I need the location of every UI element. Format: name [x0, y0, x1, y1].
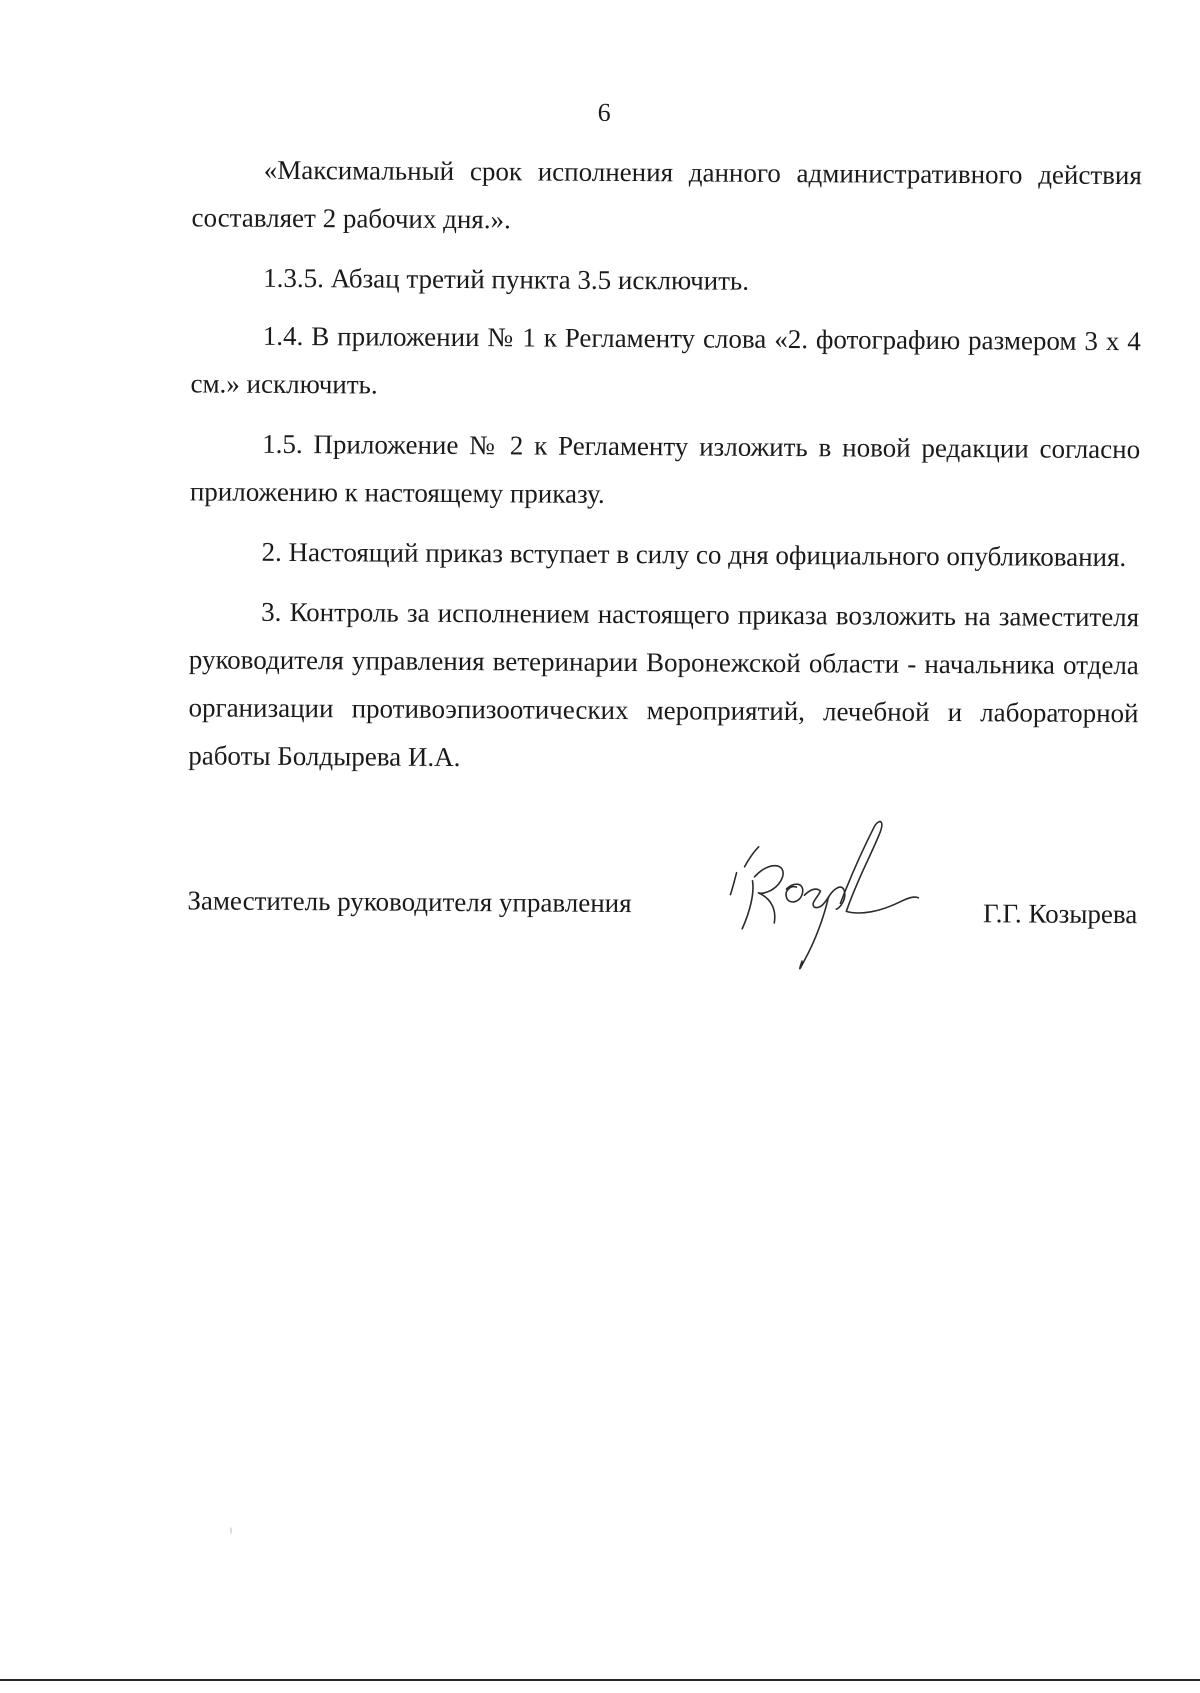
paragraph-continuation: «Максимальный срок исполнения данного административного действия составляет 2 рабочих дня.». [191, 154, 1142, 235]
paragraph-1-4: 1.4. В приложении № 1 к Регламенту слова «2. фотографию размером 3 х 4 см.» исключить. [190, 320, 1141, 400]
page-number: 6 [597, 97, 611, 127]
paragraph-1-3-5: 1.3.5. Абзац третий пункта 3.5 исключить. [263, 262, 750, 296]
paragraph-2: 2. Настоящий приказ вступает в силу со дня официального опубликования. [261, 536, 1127, 573]
signatory-title: Заместитель руководителя управления [187, 885, 632, 919]
paragraph-1-5: 1.5. Приложение № 2 к Регламенту изложить в новой редакции согласно приложению к настоящему приказу. [189, 428, 1141, 509]
paragraph-3: 3. Контроль за исполнением настоящего приказа возложить на заместителя руководителя управления ветеринарии Воронежской области - начальника отдела организации противоэпизоотических мероприятий, лечебной и лабораторной работы Болдырева И.А. [188, 596, 1140, 773]
signatory-name: Г.Г. Козырева [983, 898, 1138, 930]
scan-artifact [231, 1528, 232, 1534]
signature-block [187, 867, 1137, 933]
bottom-edge-line [0, 1679, 1200, 1681]
document-body [188, 145, 1142, 797]
